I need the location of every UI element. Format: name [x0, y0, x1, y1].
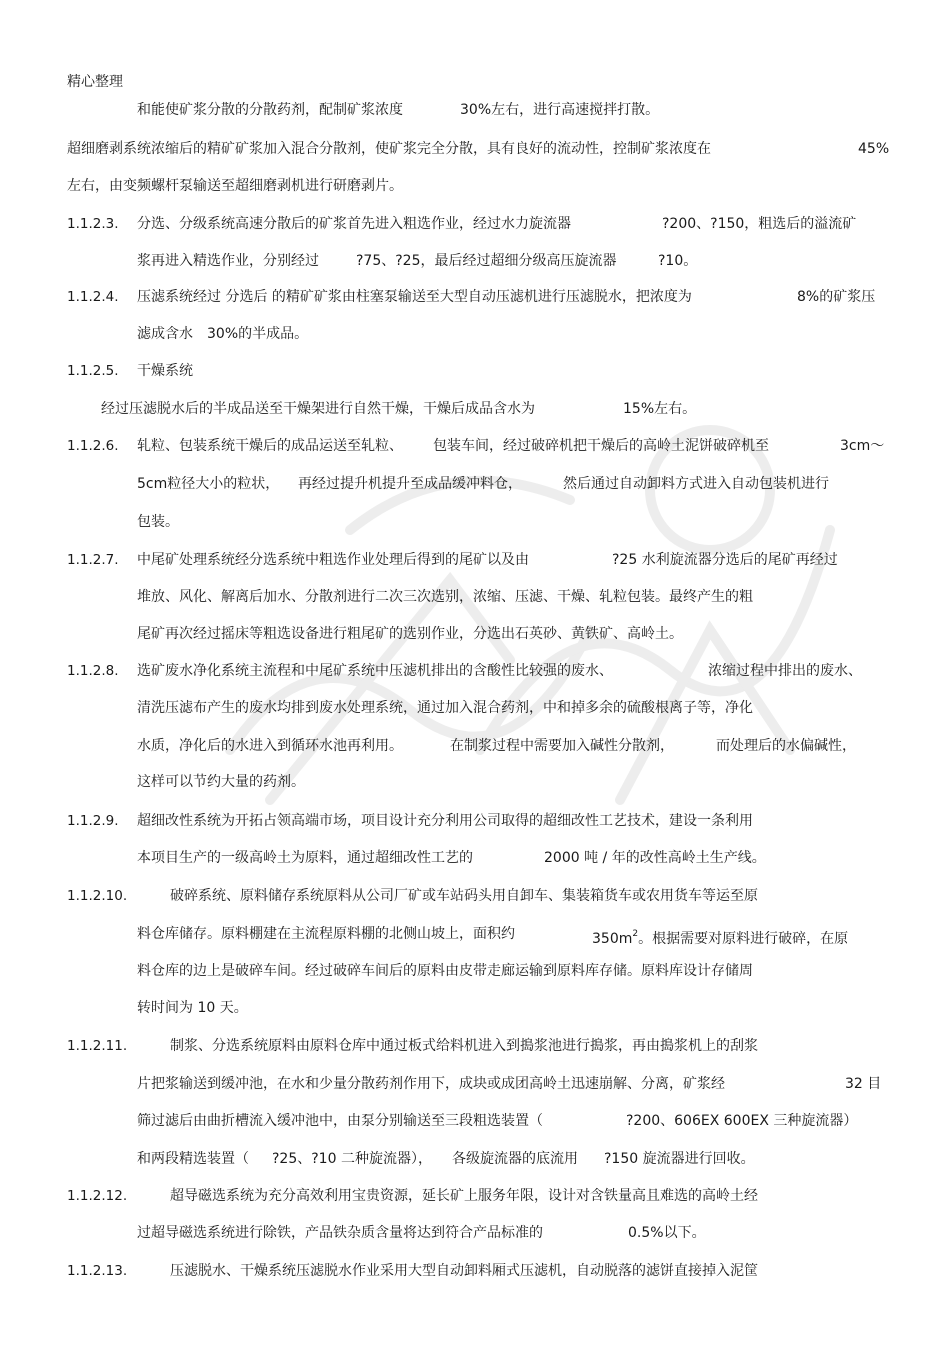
paragraph-line: 浆再进入精选作业，分别经过: [137, 253, 319, 269]
paragraph-line: 超细改性系统为开拓占领高端市场，项目设计充分利用公司取得的超细改性工艺技术，建设一条利用: [137, 813, 753, 829]
paragraph-line: 破碎系统、原料储存系统原料从公司厂矿或车站码头用自卸车、集装箱货车或农用货车等运至原: [170, 888, 758, 904]
paragraph-line: 浓缩过程中排出的废水、: [708, 663, 862, 679]
paragraph-line: 筛过滤后由曲折槽流入缓冲池中，由泵分别输送至三段粗选装置（: [137, 1113, 543, 1129]
paragraph-line: ?75、?25，最后经过超细分级高压旋流器: [356, 253, 617, 269]
paragraph-text: 。根据需要对原料进行破碎，在原: [638, 931, 849, 947]
section-number: 1.1.2.3.: [67, 216, 119, 232]
section-number: 1.1.2.12.: [67, 1188, 128, 1204]
paragraph-line: 而处理后的水偏碱性，: [716, 738, 856, 754]
paragraph-line: 清洗压滤布产生的废水均排到废水处理系统，通过加入混合药剂，中和掉多余的硫酸根离子等，净化: [137, 700, 753, 716]
paragraph-line: 32 目: [845, 1076, 882, 1092]
paragraph-line: 过超导磁选系统进行除铁，产品铁杂质含量将达到符合产品标准的: [137, 1225, 543, 1241]
paragraph-line: ?25、?10 二种旋流器），: [272, 1151, 432, 1167]
paragraph-line: 再经过提升机提升至成品缓冲料仓，: [298, 476, 522, 492]
paragraph-line: 经过压滤脱水后的半成品送至干燥架进行自然干燥，干燥后成品含水为: [101, 401, 535, 417]
section-title: 干燥系统: [137, 363, 193, 379]
paragraph-line: 和两段精选装置（: [137, 1151, 249, 1167]
paragraph-line: 料仓库的边上是破碎车间。经过破碎车间后的原料由皮带走廊运输到原料库存储。原料库设计存储周: [137, 963, 753, 979]
section-number: 1.1.2.5.: [67, 363, 119, 379]
paragraph-line: ?200、?150，粗选后的溢流矿: [662, 216, 857, 232]
paragraph-line: 然后通过自动卸料方式进入自动包装机进行: [563, 476, 829, 492]
paragraph-line: 料仓库储存。原料棚建在主流程原料棚的北侧山坡上，面积约: [137, 926, 515, 942]
section-number: 1.1.2.11.: [67, 1038, 128, 1054]
paragraph-line: 轧粒、包装系统干燥后的成品运送至轧粒、: [137, 438, 403, 454]
paragraph-line: 包装车间，经过破碎机把干燥后的高岭土泥饼破碎机至: [433, 438, 769, 454]
paragraph-line: 30%左右，进行高速搅拌打散。: [460, 102, 660, 118]
paragraph-line: 中尾矿处理系统经分选系统中粗选作业处理后得到的尾矿以及由: [137, 552, 529, 568]
paragraph-line: 45%: [858, 141, 890, 157]
paragraph-line: 水质，净化后的水进入到循环水池再利用。: [137, 738, 403, 754]
paragraph-line: 5cm粒径大小的粒状，: [137, 476, 280, 492]
paragraph-line: 尾矿再次经过摇床等粗选设备进行粗尾矿的选别作业，分选出石英砂、黄铁矿、高岭土。: [137, 626, 683, 642]
section-number: 1.1.2.4.: [67, 289, 119, 305]
paragraph-line: ?10。: [658, 253, 698, 269]
paragraph-line: 0.5%以下。: [628, 1225, 706, 1241]
section-number: 1.1.2.8.: [67, 663, 119, 679]
paragraph-line: 压滤脱水、干燥系统压滤脱水作业采用大型自动卸料厢式压滤机，自动脱落的滤饼直接掉入泥筐: [170, 1263, 758, 1279]
paragraph-line: 转时间为 10 天。: [137, 1000, 248, 1016]
paragraph-line: ?200、606EX 600EX 三种旋流器）: [626, 1113, 858, 1129]
paragraph-line: 分选、分级系统高速分散后的矿浆首先进入粗选作业，经过水力旋流器: [137, 216, 571, 232]
paragraph-line: 堆放、风化、解离后加水、分散剂进行二次三次选别，浓缩、压滤、干燥、轧粒包装。最终产生的粗: [137, 589, 753, 605]
paragraph-line: 片把浆输送到缓冲池，在水和少量分散药剂作用下，成块或成团高岭土迅速崩解、分离，矿浆经: [137, 1076, 725, 1092]
section-number: 1.1.2.6.: [67, 438, 119, 454]
paragraph-line: [592, 925, 848, 948]
paragraph-line: 30%的半成品。: [207, 326, 309, 342]
section-number: 1.1.2.10.: [67, 888, 128, 904]
paragraph-line: 15%左右。: [623, 401, 697, 417]
paragraph-line: 超导磁选系统为充分高效利用宝贵资源，延长矿上服务年限，设计对含铁量高且难选的高岭土经: [170, 1188, 758, 1204]
paragraph-line: 2000 吨 / 年的改性高岭土生产线。: [544, 850, 766, 866]
paragraph-line: 8%的矿浆压: [797, 289, 876, 305]
paragraph-line: 和能使矿浆分散的分散药剂，配制矿浆浓度: [137, 102, 403, 118]
paragraph-line: 左右，由变频螺杆泵输送至超细磨剥机进行研磨剥片。: [67, 178, 403, 194]
paragraph-line: 这样可以节约大量的药剂。: [137, 774, 305, 790]
paragraph-line: 滤成含水: [137, 326, 193, 342]
area-value: 350m: [592, 931, 633, 947]
section-number: 1.1.2.13.: [67, 1263, 128, 1279]
superscript: 2: [632, 929, 639, 939]
section-number: 1.1.2.7.: [67, 552, 119, 568]
paragraph-line: 本项目生产的一级高岭土为原料，通过超细改性工艺的: [137, 850, 473, 866]
section-number: 1.1.2.9.: [67, 813, 119, 829]
paragraph-line: ?25 水利旋流器分选后的尾矿再经过: [612, 552, 838, 568]
paragraph-line: 在制浆过程中需要加入碱性分散剂，: [450, 738, 674, 754]
paragraph-line: 超细磨剥系统浓缩后的精矿矿浆加入混合分散剂，使矿浆完全分散，具有良好的流动性，控制矿浆浓度在: [67, 141, 711, 157]
paragraph-line: 选矿废水净化系统主流程和中尾矿系统中压滤机排出的含酸性比较强的废水、: [137, 663, 613, 679]
page-header: 精心整理: [67, 74, 123, 90]
paragraph-line: 各级旋流器的底流用: [452, 1151, 578, 1167]
paragraph-line: 包装。: [137, 514, 179, 530]
paragraph-line: 压滤系统经过 分选后 的精矿矿浆由柱塞泵输送至大型自动压滤机进行压滤脱水，把浓度为: [137, 289, 692, 305]
paragraph-line: 制浆、分选系统原料由原料仓库中通过板式给料机进入到搗浆池进行搗浆，再由搗浆机上的刮浆: [170, 1038, 758, 1054]
paragraph-line: ?150 旋流器进行回收。: [604, 1151, 755, 1167]
paragraph-line: 3cm～: [840, 438, 885, 454]
